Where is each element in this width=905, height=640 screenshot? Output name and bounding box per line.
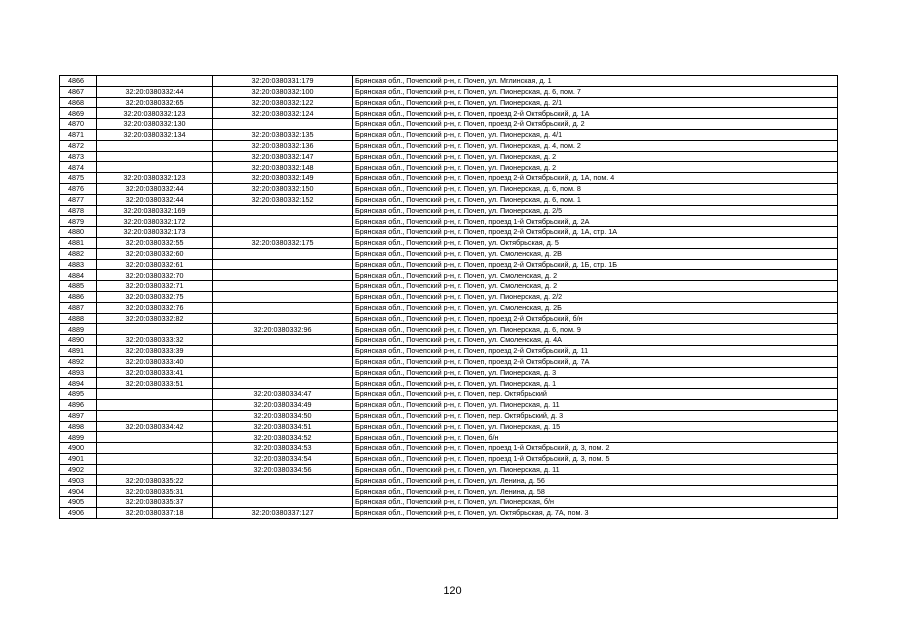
table-row <box>60 216 838 227</box>
table-row <box>60 76 838 87</box>
parcel-cadastral-number-cell: 32:20:0380333:40 <box>97 356 213 367</box>
object-cadastral-number-cell <box>213 335 353 346</box>
address-cell: Брянская обл., Почепский р-н, г. Почеп, б/н <box>353 432 838 443</box>
table-row <box>60 248 838 259</box>
address-cell: Брянская обл., Почепский р-н, г. Почеп, ул. Смоленская, д. 2В <box>353 248 838 259</box>
row-number-cell: 4869 <box>60 108 97 119</box>
row-number-cell: 4896 <box>60 399 97 410</box>
parcel-cadastral-number-cell <box>97 140 213 151</box>
row-number-cell: 4903 <box>60 475 97 486</box>
parcel-cadastral-number-cell: 32:20:0380332:134 <box>97 129 213 140</box>
table-body <box>60 76 838 519</box>
address-cell: Брянская обл., Почепский р-н, г. Почеп, проезд 2-й Октябрьский, д. 1А <box>353 108 838 119</box>
table-row <box>60 162 838 173</box>
row-number-cell: 4868 <box>60 97 97 108</box>
object-cadastral-number-cell: 32:20:0380334:50 <box>213 410 353 421</box>
address-cell: Брянская обл., Почепский р-н, г. Почеп, ул. Пионерская, д. 2 <box>353 162 838 173</box>
address-cell: Брянская обл., Почепский р-н, г. Почеп, ул. Пионерская, д. 6, пом. 7 <box>353 86 838 97</box>
row-number-cell: 4876 <box>60 183 97 194</box>
object-cadastral-number-cell: 32:20:0380332:122 <box>213 97 353 108</box>
parcel-cadastral-number-cell: 32:20:0380332:44 <box>97 183 213 194</box>
row-number-cell: 4900 <box>60 443 97 454</box>
table-row <box>60 291 838 302</box>
table-row <box>60 194 838 205</box>
parcel-cadastral-number-cell: 32:20:0380332:55 <box>97 237 213 248</box>
address-cell: Брянская обл., Почепский р-н, г. Почеп, ул. Пионерская, д. 2/1 <box>353 97 838 108</box>
address-cell: Брянская обл., Почепский р-н, г. Почеп, проезд 2-й Октябрьский, д. 1Б, стр. 1Б <box>353 259 838 270</box>
parcel-cadastral-number-cell: 32:20:0380333:39 <box>97 345 213 356</box>
row-number-cell: 4873 <box>60 151 97 162</box>
table-row <box>60 324 838 335</box>
parcel-cadastral-number-cell <box>97 410 213 421</box>
object-cadastral-number-cell <box>213 281 353 292</box>
address-cell: Брянская обл., Почепский р-н, г. Почеп, проезд 2-й Октябрьский, б/н <box>353 313 838 324</box>
object-cadastral-number-cell: 32:20:0380332:152 <box>213 194 353 205</box>
row-number-cell: 4866 <box>60 76 97 87</box>
row-number-cell: 4882 <box>60 248 97 259</box>
table-row <box>60 497 838 508</box>
object-cadastral-number-cell: 32:20:0380334:53 <box>213 443 353 454</box>
address-cell: Брянская обл., Почепский р-н, г. Почеп, ул. Смоленская, д. 2Б <box>353 302 838 313</box>
object-cadastral-number-cell: 32:20:0380334:54 <box>213 453 353 464</box>
address-cell: Брянская обл., Почепский р-н, г. Почеп, проезд 1-й Октябрьский, д. 2А <box>353 216 838 227</box>
row-number-cell: 4871 <box>60 129 97 140</box>
parcel-cadastral-number-cell <box>97 432 213 443</box>
object-cadastral-number-cell <box>213 119 353 130</box>
address-cell: Брянская обл., Почепский р-н, г. Почеп, проезд 1-й Октябрьский, д. 3, пом. 2 <box>353 443 838 454</box>
table-row <box>60 313 838 324</box>
address-cell: Брянская обл., Почепский р-н, г. Почеп, ул. Ленина, д. 58 <box>353 486 838 497</box>
object-cadastral-number-cell: 32:20:0380334:52 <box>213 432 353 443</box>
row-number-cell: 4877 <box>60 194 97 205</box>
address-cell: Брянская обл., Почепский р-н, г. Почеп, проезд 2-й Октябрьский, д. 7А <box>353 356 838 367</box>
row-number-cell: 4881 <box>60 237 97 248</box>
table-row <box>60 302 838 313</box>
table-row <box>60 399 838 410</box>
row-number-cell: 4875 <box>60 173 97 184</box>
row-number-cell: 4891 <box>60 345 97 356</box>
address-cell: Брянская обл., Почепский р-н, г. Почеп, проезд 2-й Октябрьский, д. 1А, стр. 1А <box>353 227 838 238</box>
table-row <box>60 108 838 119</box>
row-number-cell: 4878 <box>60 205 97 216</box>
table-row <box>60 151 838 162</box>
row-number-cell: 4872 <box>60 140 97 151</box>
address-cell: Брянская обл., Почепский р-н, г. Почеп, проезд 2-й Октябрьский, д. 1А, пом. 4 <box>353 173 838 184</box>
object-cadastral-number-cell <box>213 302 353 313</box>
address-cell: Брянская обл., Почепский р-н, г. Почеп, ул. Пионерская, д. 11 <box>353 399 838 410</box>
table-row <box>60 453 838 464</box>
object-cadastral-number-cell <box>213 497 353 508</box>
object-cadastral-number-cell <box>213 205 353 216</box>
row-number-cell: 4870 <box>60 119 97 130</box>
address-cell: Брянская обл., Почепский р-н, г. Почеп, проезд 2-й Октябрьский, д. 11 <box>353 345 838 356</box>
parcel-cadastral-number-cell: 32:20:0380333:41 <box>97 367 213 378</box>
parcel-cadastral-number-cell: 32:20:0380332:60 <box>97 248 213 259</box>
parcel-cadastral-number-cell: 32:20:0380332:169 <box>97 205 213 216</box>
address-cell: Брянская обл., Почепский р-н, г. Почеп, ул. Пионерская, д. 3 <box>353 367 838 378</box>
row-number-cell: 4887 <box>60 302 97 313</box>
address-cell: Брянская обл., Почепский р-н, г. Почеп, ул. Пионерская, б/н <box>353 497 838 508</box>
address-cell: Брянская обл., Почепский р-н, г. Почеп, ул. Мглинская, д. 1 <box>353 76 838 87</box>
table-row <box>60 173 838 184</box>
table-row <box>60 486 838 497</box>
row-number-cell: 4886 <box>60 291 97 302</box>
parcel-cadastral-number-cell: 32:20:0380332:75 <box>97 291 213 302</box>
row-number-cell: 4894 <box>60 378 97 389</box>
parcel-cadastral-number-cell: 32:20:0380332:44 <box>97 86 213 97</box>
page-number: 120 <box>443 585 462 597</box>
object-cadastral-number-cell: 32:20:0380334:51 <box>213 421 353 432</box>
parcel-cadastral-number-cell <box>97 464 213 475</box>
table-row <box>60 237 838 248</box>
address-cell: Брянская обл., Почепский р-н, г. Почеп, проезд 1-й Октябрьский, д. 3, пом. 5 <box>353 453 838 464</box>
address-cell: Брянская обл., Почепский р-н, г. Почеп, ул. Пионерская, д. 6, пом. 1 <box>353 194 838 205</box>
address-cell: Брянская обл., Почепский р-н, г. Почеп, ул. Смоленская, д. 4А <box>353 335 838 346</box>
object-cadastral-number-cell <box>213 291 353 302</box>
address-cell: Брянская обл., Почепский р-н, г. Почеп, пер. Октябрьский, д. 3 <box>353 410 838 421</box>
table-row <box>60 464 838 475</box>
object-cadastral-number-cell: 32:20:0380337:127 <box>213 507 353 518</box>
parcel-cadastral-number-cell: 32:20:0380332:65 <box>97 97 213 108</box>
parcel-cadastral-number-cell <box>97 76 213 87</box>
address-cell: Брянская обл., Почепский р-н, г. Почеп, пер. Октябрьский <box>353 389 838 400</box>
table-row <box>60 119 838 130</box>
address-cell: Брянская обл., Почепский р-н, г. Почеп, проезд 2-й Октябрьский, д. 2 <box>353 119 838 130</box>
row-number-cell: 4906 <box>60 507 97 518</box>
row-number-cell: 4901 <box>60 453 97 464</box>
parcel-cadastral-number-cell: 32:20:0380332:82 <box>97 313 213 324</box>
parcel-cadastral-number-cell <box>97 399 213 410</box>
row-number-cell: 4874 <box>60 162 97 173</box>
parcel-cadastral-number-cell: 32:20:0380337:18 <box>97 507 213 518</box>
row-number-cell: 4899 <box>60 432 97 443</box>
object-cadastral-number-cell <box>213 248 353 259</box>
table-row <box>60 270 838 281</box>
object-cadastral-number-cell <box>213 270 353 281</box>
address-cell: Брянская обл., Почепский р-н, г. Почеп, ул. Ленина, д. 56 <box>353 475 838 486</box>
object-cadastral-number-cell: 32:20:0380334:49 <box>213 399 353 410</box>
row-number-cell: 4902 <box>60 464 97 475</box>
table-row <box>60 367 838 378</box>
table-row <box>60 475 838 486</box>
parcel-cadastral-number-cell <box>97 324 213 335</box>
object-cadastral-number-cell <box>213 227 353 238</box>
address-cell: Брянская обл., Почепский р-н, г. Почеп, ул. Пионерская, д. 6, пом. 9 <box>353 324 838 335</box>
row-number-cell: 4889 <box>60 324 97 335</box>
address-cell: Брянская обл., Почепский р-н, г. Почеп, ул. Пионерская, д. 11 <box>353 464 838 475</box>
parcel-cadastral-number-cell: 32:20:0380332:130 <box>97 119 213 130</box>
object-cadastral-number-cell <box>213 475 353 486</box>
row-number-cell: 4867 <box>60 86 97 97</box>
parcel-cadastral-number-cell <box>97 453 213 464</box>
parcel-cadastral-number-cell <box>97 443 213 454</box>
address-cell: Брянская обл., Почепский р-н, г. Почеп, ул. Октябрьская, д. 7А, пом. 3 <box>353 507 838 518</box>
table-row <box>60 227 838 238</box>
parcel-cadastral-number-cell: 32:20:0380332:173 <box>97 227 213 238</box>
parcel-cadastral-number-cell <box>97 151 213 162</box>
parcel-cadastral-number-cell: 32:20:0380332:123 <box>97 173 213 184</box>
row-number-cell: 4879 <box>60 216 97 227</box>
object-cadastral-number-cell <box>213 367 353 378</box>
object-cadastral-number-cell: 32:20:0380332:96 <box>213 324 353 335</box>
table-row <box>60 97 838 108</box>
parcel-cadastral-number-cell: 32:20:0380332:123 <box>97 108 213 119</box>
object-cadastral-number-cell <box>213 378 353 389</box>
table-row <box>60 345 838 356</box>
table-row <box>60 421 838 432</box>
row-number-cell: 4892 <box>60 356 97 367</box>
parcel-cadastral-number-cell: 32:20:0380332:44 <box>97 194 213 205</box>
row-number-cell: 4897 <box>60 410 97 421</box>
parcel-cadastral-number-cell: 32:20:0380334:42 <box>97 421 213 432</box>
row-number-cell: 4904 <box>60 486 97 497</box>
object-cadastral-number-cell <box>213 216 353 227</box>
address-cell: Брянская обл., Почепский р-н, г. Почеп, ул. Пионерская, д. 1 <box>353 378 838 389</box>
table-row <box>60 183 838 194</box>
table-row <box>60 281 838 292</box>
address-cell: Брянская обл., Почепский р-н, г. Почеп, ул. Смоленская, д. 2 <box>353 281 838 292</box>
address-cell: Брянская обл., Почепский р-н, г. Почеп, ул. Пионерская, д. 2/2 <box>353 291 838 302</box>
row-number-cell: 4885 <box>60 281 97 292</box>
object-cadastral-number-cell: 32:20:0380331:179 <box>213 76 353 87</box>
row-number-cell: 4893 <box>60 367 97 378</box>
object-cadastral-number-cell: 32:20:0380332:149 <box>213 173 353 184</box>
table-row <box>60 335 838 346</box>
object-cadastral-number-cell: 32:20:0380332:136 <box>213 140 353 151</box>
row-number-cell: 4895 <box>60 389 97 400</box>
address-cell: Брянская обл., Почепский р-н, г. Почеп, ул. Пионерская, д. 2/5 <box>353 205 838 216</box>
table-row <box>60 378 838 389</box>
address-cell: Брянская обл., Почепский р-н, г. Почеп, ул. Пионерская, д. 6, пом. 8 <box>353 183 838 194</box>
object-cadastral-number-cell: 32:20:0380332:147 <box>213 151 353 162</box>
parcel-cadastral-number-cell: 32:20:0380333:32 <box>97 335 213 346</box>
row-number-cell: 4884 <box>60 270 97 281</box>
table-row <box>60 356 838 367</box>
table-row <box>60 86 838 97</box>
object-cadastral-number-cell <box>213 313 353 324</box>
address-cell: Брянская обл., Почепский р-н, г. Почеп, ул. Пионерская, д. 2 <box>353 151 838 162</box>
parcel-cadastral-number-cell: 32:20:0380333:51 <box>97 378 213 389</box>
address-cell: Брянская обл., Почепский р-н, г. Почеп, ул. Пионерская, д. 4, пом. 2 <box>353 140 838 151</box>
parcel-cadastral-number-cell <box>97 162 213 173</box>
parcel-cadastral-number-cell: 32:20:0380332:61 <box>97 259 213 270</box>
row-number-cell: 4890 <box>60 335 97 346</box>
table-row <box>60 389 838 400</box>
cadastral-table <box>59 75 838 519</box>
row-number-cell: 4905 <box>60 497 97 508</box>
object-cadastral-number-cell: 32:20:0380334:47 <box>213 389 353 400</box>
object-cadastral-number-cell <box>213 345 353 356</box>
address-cell: Брянская обл., Почепский р-н, г. Почеп, ул. Пионерская, д. 4/1 <box>353 129 838 140</box>
row-number-cell: 4880 <box>60 227 97 238</box>
parcel-cadastral-number-cell: 32:20:0380332:70 <box>97 270 213 281</box>
object-cadastral-number-cell <box>213 486 353 497</box>
row-number-cell: 4898 <box>60 421 97 432</box>
object-cadastral-number-cell: 32:20:0380332:148 <box>213 162 353 173</box>
table-row <box>60 443 838 454</box>
table-row <box>60 205 838 216</box>
table-row <box>60 410 838 421</box>
row-number-cell: 4883 <box>60 259 97 270</box>
parcel-cadastral-number-cell: 32:20:0380332:172 <box>97 216 213 227</box>
object-cadastral-number-cell: 32:20:0380332:135 <box>213 129 353 140</box>
parcel-cadastral-number-cell: 32:20:0380332:71 <box>97 281 213 292</box>
table-row <box>60 140 838 151</box>
address-cell: Брянская обл., Почепский р-н, г. Почеп, ул. Смоленская, д. 2 <box>353 270 838 281</box>
row-number-cell: 4888 <box>60 313 97 324</box>
object-cadastral-number-cell <box>213 259 353 270</box>
object-cadastral-number-cell: 32:20:0380332:100 <box>213 86 353 97</box>
address-cell: Брянская обл., Почепский р-н, г. Почеп, ул. Октябрьская, д. 5 <box>353 237 838 248</box>
parcel-cadastral-number-cell: 32:20:0380335:37 <box>97 497 213 508</box>
object-cadastral-number-cell <box>213 356 353 367</box>
table-row <box>60 507 838 518</box>
object-cadastral-number-cell: 32:20:0380332:124 <box>213 108 353 119</box>
parcel-cadastral-number-cell: 32:20:0380332:76 <box>97 302 213 313</box>
parcel-cadastral-number-cell: 32:20:0380335:22 <box>97 475 213 486</box>
table-row <box>60 259 838 270</box>
parcel-cadastral-number-cell <box>97 389 213 400</box>
object-cadastral-number-cell: 32:20:0380332:175 <box>213 237 353 248</box>
table-row <box>60 129 838 140</box>
address-cell: Брянская обл., Почепский р-н, г. Почеп, ул. Пионерская, д. 15 <box>353 421 838 432</box>
table-row <box>60 432 838 443</box>
object-cadastral-number-cell: 32:20:0380332:150 <box>213 183 353 194</box>
parcel-cadastral-number-cell: 32:20:0380335:31 <box>97 486 213 497</box>
object-cadastral-number-cell: 32:20:0380334:56 <box>213 464 353 475</box>
